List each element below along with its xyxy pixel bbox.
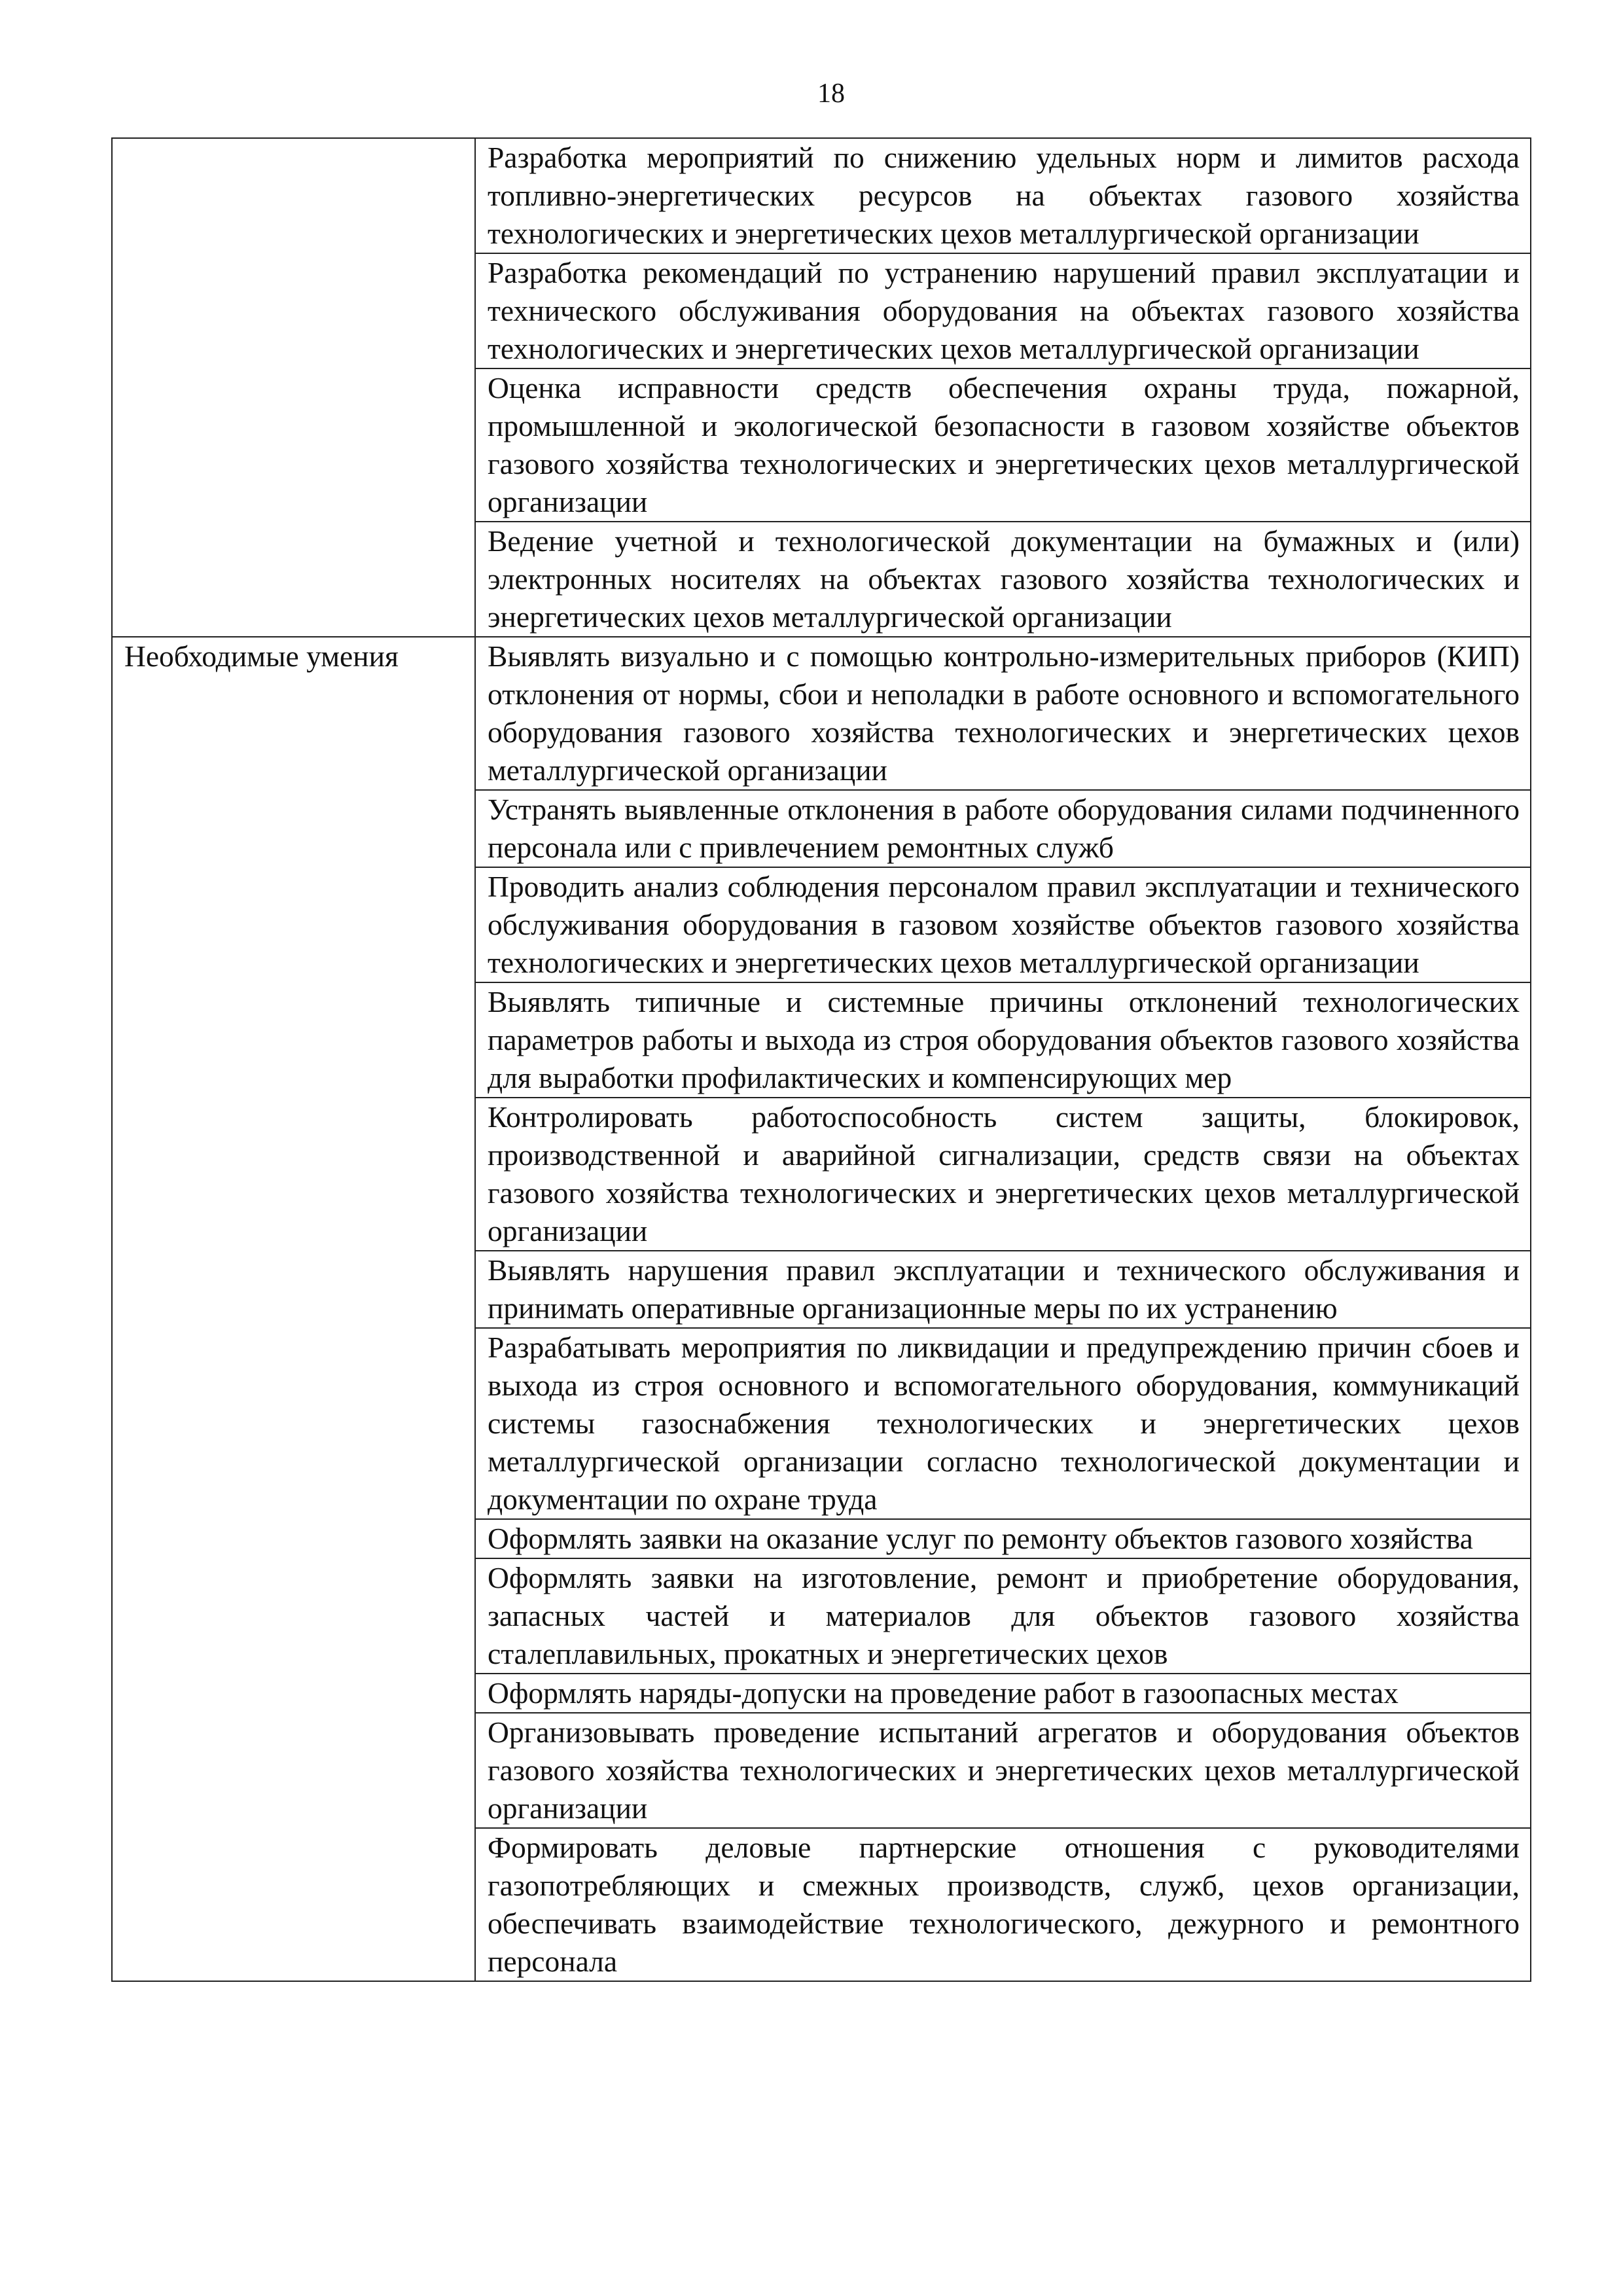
table-cell: Выявлять визуально и с помощью контрольно-измерительных приборов (КИП) отклонения от нормы, сбои и неполадки в работе основного и вспомогательного оборудования газового хозяйства технологических и энергетических цехов металлургической организации <box>475 637 1531 790</box>
table-row <box>112 637 1531 790</box>
table-cell: Оценка исправности средств обеспечения охраны труда, пожарной, промышленной и экологической безопасности в газовом хозяйстве объектов газового хозяйства технологических и энергетических цехов металлургической организации <box>475 368 1531 522</box>
requirements-table <box>111 137 1531 1982</box>
table-cell: Разрабатывать мероприятия по ликвидации и предупреждению причин сбоев и выхода из строя основного и вспомогательного оборудования, коммуникаций системы газоснабжения технологических и энергетических цехов металлургической организации согласно технологической документации и документации по охране труда <box>475 1328 1531 1519</box>
table-cell: Разработка рекомендаций по устранению нарушений правил эксплуатации и технического обслуживания оборудования на объектах газового хозяйства технологических и энергетических цехов металлургической организации <box>475 253 1531 368</box>
table-cell: Выявлять нарушения правил эксплуатации и технического обслуживания и принимать оперативные организационные меры по их устранению <box>475 1251 1531 1328</box>
table-cell: Организовывать проведение испытаний агрегатов и оборудования объектов газового хозяйства технологических и энергетических цехов металлургической организации <box>475 1713 1531 1828</box>
table-row <box>112 138 1531 253</box>
table-cell: Ведение учетной и технологической документации на бумажных и (или) электронных носителях на объектах газового хозяйства технологических и энергетических цехов металлургической организации <box>475 522 1531 637</box>
table-cell: Контролировать работоспособность систем защиты, блокировок, производственной и аварийной сигнализации, средств связи на объектах газового хозяйства технологических и энергетических цехов металлургической организации <box>475 1098 1531 1251</box>
table-cell: Формировать деловые партнерские отношения с руководителями газопотребляющих и смежных производств, служб, цехов организации, обеспечивать взаимодействие технологического, дежурного и ремонтного персонала <box>475 1828 1531 1981</box>
table-cell: Оформлять заявки на изготовление, ремонт и приобретение оборудования, запасных частей и материалов для объектов газового хозяйства сталеплавильных, прокатных и энергетических цехов <box>475 1558 1531 1674</box>
table-cell: Выявлять типичные и системные причины отклонений технологических параметров работы и выхода из строя оборудования объектов газового хозяйства для выработки профилактических и компенсирующих мер <box>475 982 1531 1098</box>
table-cell: Разработка мероприятий по снижению удельных норм и лимитов расхода топливно-энергетических ресурсов на объектах газового хозяйства технологических и энергетических цехов металлургической организации <box>475 138 1531 253</box>
table-cell: Устранять выявленные отклонения в работе оборудования силами подчиненного персонала или с привлечением ремонтных служб <box>475 790 1531 867</box>
row-label-required-skills: Необходимые умения <box>112 637 475 1981</box>
table-cell: Оформлять наряды-допуски на проведение работ в газоопасных местах <box>475 1674 1531 1713</box>
page-number: 18 <box>817 79 845 109</box>
table-cell: Проводить анализ соблюдения персоналом правил эксплуатации и технического обслуживания оборудования в газовом хозяйстве объектов газового хозяйства технологических и энергетических цехов металлургической организации <box>475 867 1531 982</box>
table-cell: Оформлять заявки на оказание услуг по ремонту объектов газового хозяйства <box>475 1519 1531 1558</box>
row-label-empty <box>112 138 475 637</box>
